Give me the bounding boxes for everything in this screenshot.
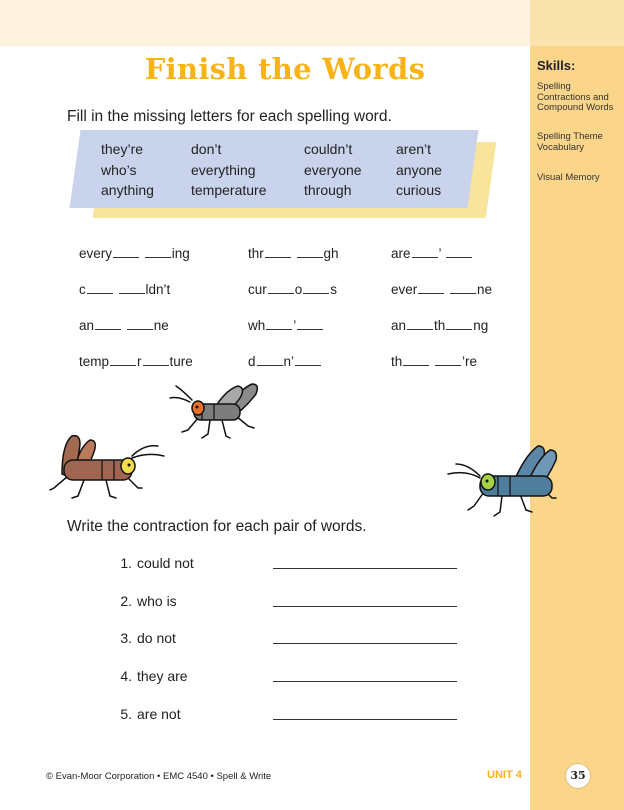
answer-blank[interactable]: [412, 257, 438, 258]
answer-line[interactable]: [273, 719, 457, 720]
answer-blank[interactable]: [127, 329, 153, 330]
word-pair: could not: [137, 555, 194, 571]
grasshopper-blue-illustration: [444, 440, 562, 520]
fill-in-word: th ’re: [391, 354, 478, 369]
word-bank-word: couldn’t: [304, 141, 353, 157]
answer-line[interactable]: [273, 681, 457, 682]
word-pair: who is: [137, 593, 177, 609]
answer-blank[interactable]: [418, 293, 444, 294]
word-bank-word: anything: [101, 182, 154, 198]
skills-sidebar: [530, 46, 624, 810]
skill-item: Visual Memory: [537, 172, 600, 183]
answer-blank[interactable]: [450, 293, 476, 294]
answer-blank[interactable]: [435, 365, 461, 366]
page-number: 35: [570, 769, 586, 782]
word-pair: are not: [137, 706, 181, 722]
fill-in-word: d n’: [248, 354, 322, 369]
answer-blank[interactable]: [143, 365, 169, 366]
word-bank-word: who’s: [101, 162, 137, 178]
answer-line[interactable]: [273, 568, 457, 569]
word-bank-word: curious: [396, 182, 442, 198]
pair-number: 4.: [120, 668, 132, 684]
skill-item: Spelling Contractions and Compound Words: [537, 81, 614, 113]
instruction-fill-letters: Fill in the missing letters for each spelling word.: [67, 108, 392, 125]
fill-in-word: cur o s: [248, 282, 338, 297]
pair-number: 1.: [120, 555, 132, 571]
skill-item: Spelling Theme Vocabulary: [537, 131, 603, 153]
answer-blank[interactable]: [268, 293, 294, 294]
word-bank-word: anyone: [396, 162, 442, 178]
grasshopper-gray-illustration: [168, 380, 268, 442]
fill-in-word: an th ng: [391, 318, 489, 333]
word-bank-word: through: [304, 182, 352, 198]
fill-in-word: an ne: [79, 318, 169, 333]
answer-blank[interactable]: [113, 257, 139, 258]
skills-title: Skills:: [537, 58, 576, 73]
answer-blank[interactable]: [297, 329, 323, 330]
sidebar-top: [530, 0, 624, 46]
answer-blank[interactable]: [257, 365, 283, 366]
answer-blank[interactable]: [119, 293, 145, 294]
answer-line[interactable]: [273, 606, 457, 607]
fill-in-word: wh ’: [248, 318, 324, 333]
grasshopper-brown-illustration: [48, 430, 170, 502]
answer-blank[interactable]: [95, 329, 121, 330]
answer-blank[interactable]: [446, 329, 472, 330]
fill-in-word: every ing: [79, 246, 190, 261]
word-bank-word: everything: [191, 162, 256, 178]
word-bank-word: everyone: [304, 162, 362, 178]
pair-number: 5.: [120, 706, 132, 722]
word-bank-word: don’t: [191, 141, 222, 157]
answer-blank[interactable]: [265, 257, 291, 258]
fill-in-word: ever ne: [391, 282, 493, 297]
fill-in-word: are ’: [391, 246, 473, 261]
answer-blank[interactable]: [110, 365, 136, 366]
fill-in-word: c ldn’t: [79, 282, 171, 297]
page-title: Finish the Words: [144, 52, 426, 86]
word-pair: they are: [137, 668, 188, 684]
answer-blank[interactable]: [297, 257, 323, 258]
answer-blank[interactable]: [145, 257, 171, 258]
footer-credit: © Evan-Moor Corporation • EMC 4540 • Spell & Write: [46, 771, 272, 782]
answer-blank[interactable]: [446, 257, 472, 258]
word-pair: do not: [137, 630, 176, 646]
word-bank-word: temperature: [191, 182, 267, 198]
answer-blank[interactable]: [303, 293, 329, 294]
pair-number: 3.: [120, 630, 132, 646]
answer-line[interactable]: [273, 643, 457, 644]
unit-label: UNIT 4: [487, 769, 522, 781]
answer-blank[interactable]: [407, 329, 433, 330]
instruction-contractions: Write the contraction for each pair of words.: [67, 518, 367, 535]
answer-blank[interactable]: [295, 365, 321, 366]
fill-in-word: thr gh: [248, 246, 339, 261]
answer-blank[interactable]: [403, 365, 429, 366]
answer-blank[interactable]: [266, 329, 292, 330]
answer-blank[interactable]: [87, 293, 113, 294]
word-bank-word: they’re: [101, 141, 144, 157]
pair-number: 2.: [120, 593, 132, 609]
word-bank-word: aren’t: [396, 141, 432, 157]
fill-in-word: temp r ture: [79, 354, 193, 369]
